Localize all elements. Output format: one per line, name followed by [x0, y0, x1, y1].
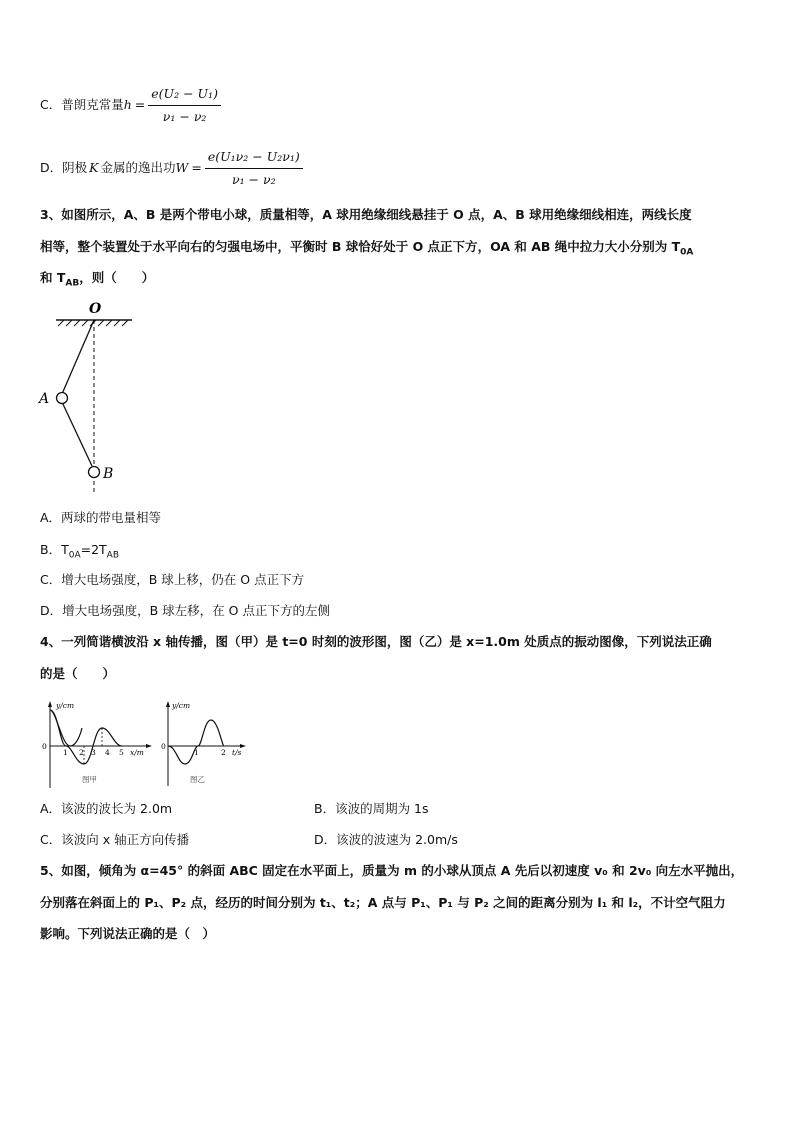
q5-line-2: 分别落在斜面上的 P₁、P₂ 点，经历的时间分别为 t₁、t₂；A 点与 P₁、P₁ 与 P₂ 之间的距离分别为 l₁ 和 l₂，不计空气阻力 — [40, 895, 726, 910]
q3-option-b-sub2: AB — [106, 550, 120, 561]
q4-figure-wave — [40, 698, 154, 790]
option-c-symbol: h — [123, 97, 132, 112]
q4-fig1-caption: 图甲 — [82, 775, 97, 784]
q4-fig2-tick-2: 2 — [221, 748, 226, 757]
q4-fig1-tick-4: 4 — [105, 748, 110, 757]
q4-fig2-origin: 0 — [161, 742, 166, 751]
q3-figure — [36, 296, 146, 496]
option-d-k: K — [89, 160, 99, 175]
q3-line-1: 3、如图所示，A、B 是两个带电小球，质量相等，A 球用绝缘细线悬挂于 O 点，A、B 球用绝缘细线相连，两线长度 — [40, 207, 692, 222]
q4-fig2-ylabel: y/cm — [172, 701, 191, 710]
q4-line-1: 4、一列简谐横波沿 x 轴传播，图（甲）是 t=0 时刻的波形图，图（乙）是 x=1.0m 处质点的振动图像，下列说法正确 — [40, 634, 712, 649]
q3-option-a: A．两球的带电量相等 — [40, 510, 162, 525]
q3-option-b-mid: =2T — [80, 542, 107, 557]
q3-label-o: O — [89, 301, 102, 317]
q5-line-3: 影响。下列说法正确的是（ ） — [40, 926, 216, 941]
q4-fig1-origin: 0 — [42, 742, 47, 751]
q4-fig1-tick-5: 5 — [119, 748, 124, 757]
q3-line-2 — [40, 238, 693, 262]
q3-line-3 — [40, 269, 154, 293]
q3-line-3-sub: AB — [65, 278, 80, 289]
q4-fig2-xlabel: t/s — [232, 748, 242, 757]
option-d-label: D．阴极 — [40, 160, 88, 175]
q4-line-2: 的是（ ） — [40, 666, 116, 681]
q3-line-2-sub: 0A — [680, 247, 694, 258]
q4-option-c: C．该波向 x 轴正方向传播 — [40, 832, 190, 847]
q3-label-b: B — [103, 466, 114, 482]
q3-option-d: D．增大电场强度，B 球左移，在 O 点正下方的左侧 — [40, 603, 330, 618]
option-d-symbol: W — [175, 160, 189, 175]
option-c — [40, 85, 221, 126]
q5-line-1: 5、如图，倾角为 α=45° 的斜面 ABC 固定在水平面上，质量为 m 的小球从顶点 A 先后以初速度 v₀ 和 2v₀ 向左水平抛出， — [40, 863, 744, 878]
option-c-fraction — [148, 85, 221, 126]
q4-fig2-tick-1: 1 — [194, 748, 199, 757]
option-d — [40, 148, 303, 189]
q3-line-3-text-b: ，则（ ） — [79, 270, 155, 285]
option-d-equals: = — [191, 160, 202, 175]
q3-label-a: A — [39, 391, 50, 407]
option-d-denominator: ν₁ − ν₂ — [231, 172, 276, 187]
q3-option-b-pre: B．T — [40, 542, 69, 557]
q4-option-a: A．该波的波长为 2.0m — [40, 801, 173, 816]
q3-line-3-text-a: 和 T — [40, 270, 66, 285]
option-d-mid: 金属的逸出功 — [100, 160, 176, 175]
option-c-equals: = — [134, 97, 146, 112]
q3-option-c: C．增大电场强度，B 球上移，仍在 O 点正下方 — [40, 572, 305, 587]
q4-option-d: D．该波的波速为 2.0m/s — [314, 832, 458, 847]
q3-option-b-sub1: 0A — [68, 550, 81, 561]
q4-figure-vibration — [160, 698, 250, 790]
option-c-label: C．普朗克常量 — [40, 97, 124, 112]
option-c-numerator: e(U₂ − U₁) — [148, 85, 221, 106]
option-d-fraction — [205, 148, 303, 189]
q4-option-b: B．该波的周期为 1s — [314, 801, 429, 816]
option-d-numerator: e(U₁ν₂ − U₂ν₁) — [205, 148, 303, 169]
option-c-denominator: ν₁ − ν₂ — [162, 109, 207, 124]
q3-line-2-text: 相等，整个装置处于水平向右的匀强电场中，平衡时 B 球恰好处于 O 点正下方，OA 和 AB 绳中拉力大小分别为 T — [40, 239, 681, 254]
q3-option-b — [40, 541, 119, 565]
q4-fig1-ylabel: y/cm — [56, 701, 75, 710]
q4-fig1-tick-3: 3 — [91, 748, 96, 757]
q4-fig1-tick-2: 2 — [79, 748, 84, 757]
q4-fig2-caption: 图乙 — [190, 775, 205, 784]
q4-fig1-xlabel: x/m — [130, 748, 144, 757]
q4-fig1-tick-1: 1 — [63, 748, 68, 757]
